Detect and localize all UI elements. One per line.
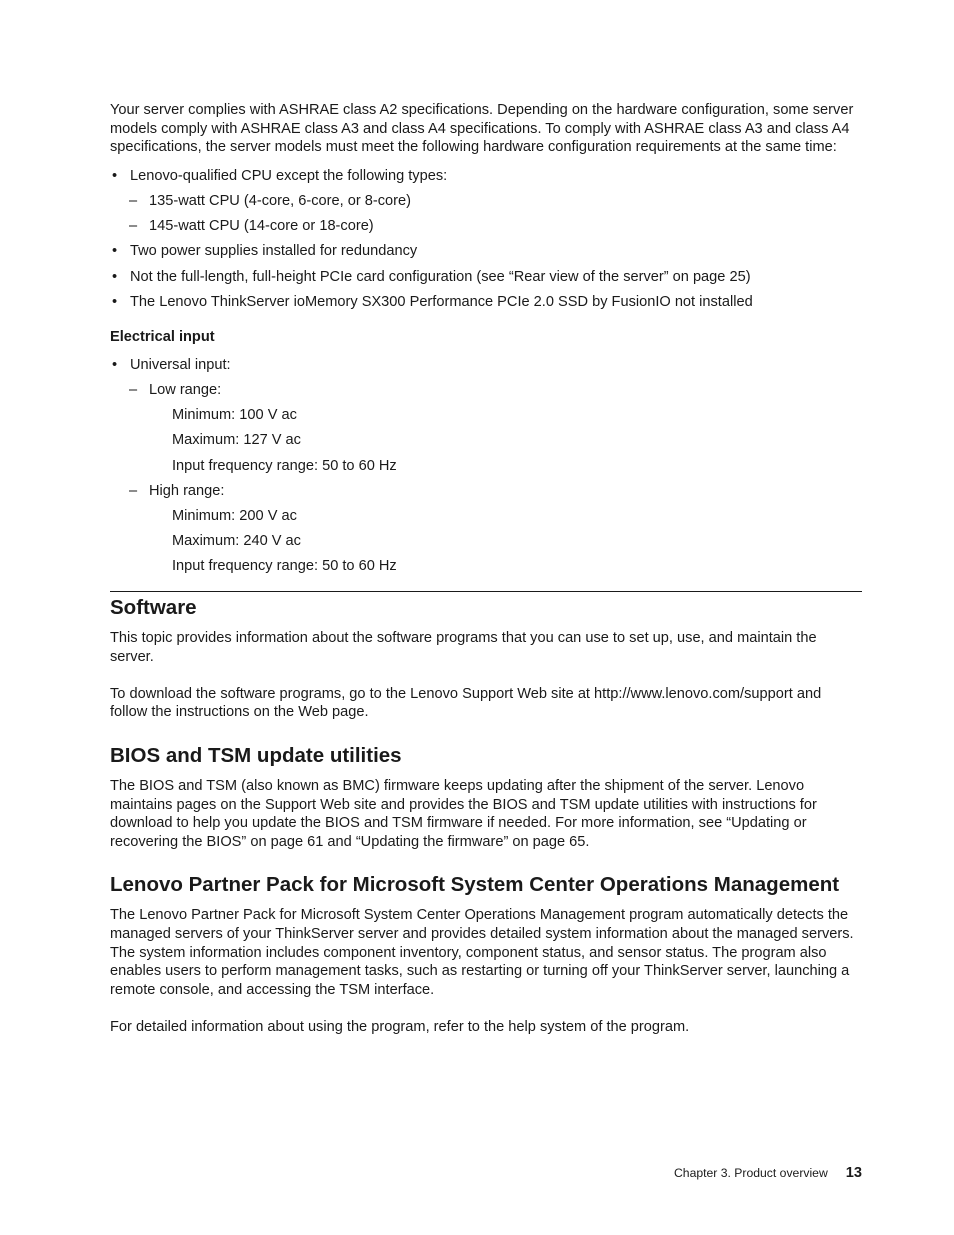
list-subitem-145w-cpu [110, 217, 862, 236]
dash-mark: – [129, 482, 138, 499]
partner-pack-paragraph-1: The Lenovo Partner Pack for Microsoft System Center Operations Management program automatically detects the managed servers of your ThinkServer server and provides detailed system information about the managed servers. The system information includes component inventory, component status, and sensor status. The program also enables users to perform management tasks, such as restarting or turning off your ThinkServer server, launching a remote console, and accessing the TSM interface. [110, 907, 854, 998]
low-range-maximum: Maximum: 127 V ac [172, 432, 301, 449]
high-range-frequency: Input frequency range: 50 to 60 Hz [172, 558, 397, 575]
ashrae-intro-paragraph: Your server complies with ASHRAE class A2 specifications. Depending on the hardware configuration, some server models comply with ASHRAE class A3 and class A4 specifications. To comply with ASHRAE class A3 and class A4 specifications, the server models must meet the following hardware configuration requirements at the same time: [110, 102, 854, 156]
list-item-text: Not the full-length, full-height PCIe card configuration (see “Rear view of the server” on page 25) [130, 268, 751, 285]
list-item-power-supplies [110, 242, 862, 261]
bios-tsm-paragraph: The BIOS and TSM (also known as BMC) firmware keeps updating after the shipment of the server. Lenovo maintains pages on the Support Web site and provides the BIOS and TSM update utilities with instructions for download to help you update the BIOS and TSM firmware if needed. For more information, see “Updating or recovering the BIOS” on page 61 and “Updating the firmware” on page 65. [110, 777, 817, 850]
document-page [110, 101, 862, 1037]
partner-pack-paragraph-2: For detailed information about using the program, refer to the help system of the program. [110, 1018, 690, 1035]
list-item-text: 135-watt CPU (4-core, 6-core, or 8-core) [149, 192, 411, 209]
bullet-mark: • [112, 356, 118, 373]
bullet-mark: • [112, 293, 118, 310]
list-item-pcie [110, 268, 862, 287]
list-item-cpu [110, 167, 862, 186]
list-subitem-high-range [110, 482, 862, 501]
list-item-text: 145-watt CPU (14-core or 18-core) [149, 218, 374, 235]
software-heading: Software [110, 596, 197, 619]
list-subitem-low-range [110, 381, 862, 400]
list-item-ssd [110, 293, 862, 312]
low-range-frequency: Input frequency range: 50 to 60 Hz [172, 457, 397, 474]
software-paragraph-2: To download the software programs, go to the Lenovo Support Web site at http://www.lenovo.com/support and follow the instructions on the Web page. [110, 685, 822, 721]
list-subitem-135w-cpu [110, 192, 862, 211]
section-divider [110, 591, 862, 620]
page-number: 13 [845, 1165, 862, 1181]
high-range-maximum: Maximum: 240 V ac [172, 533, 301, 550]
bullet-mark: • [112, 167, 118, 184]
electrical-input-heading: Electrical input [110, 329, 215, 346]
chapter-title: Chapter 3. Product overview [673, 1166, 828, 1180]
bullet-mark: • [112, 243, 118, 260]
partner-pack-heading: Lenovo Partner Pack for Microsoft System Center Operations Management [110, 873, 840, 897]
bios-tsm-heading: BIOS and TSM update utilities [110, 743, 402, 767]
list-item-text: Universal input: [130, 356, 231, 373]
list-item-text: Two power supplies installed for redundancy [130, 243, 418, 260]
dash-mark: – [129, 192, 138, 209]
page-footer [674, 1165, 862, 1181]
list-item-text: Lenovo-qualified CPU except the following types: [130, 167, 448, 184]
software-paragraph-1: This topic provides information about the software programs that you can use to set up, use, and maintain the server. [110, 630, 817, 665]
bullet-mark: • [112, 268, 118, 285]
low-range-minimum: Minimum: 100 V ac [172, 407, 297, 424]
dash-mark: – [129, 382, 138, 399]
list-item-text: The Lenovo ThinkServer ioMemory SX300 Performance PCIe 2.0 SSD by FusionIO not installed [130, 293, 753, 310]
high-range-minimum: Minimum: 200 V ac [172, 508, 297, 525]
list-item-text: Low range: [149, 382, 222, 399]
dash-mark: – [129, 218, 138, 235]
list-item-universal-input [110, 356, 862, 375]
list-item-text: High range: [149, 482, 225, 499]
